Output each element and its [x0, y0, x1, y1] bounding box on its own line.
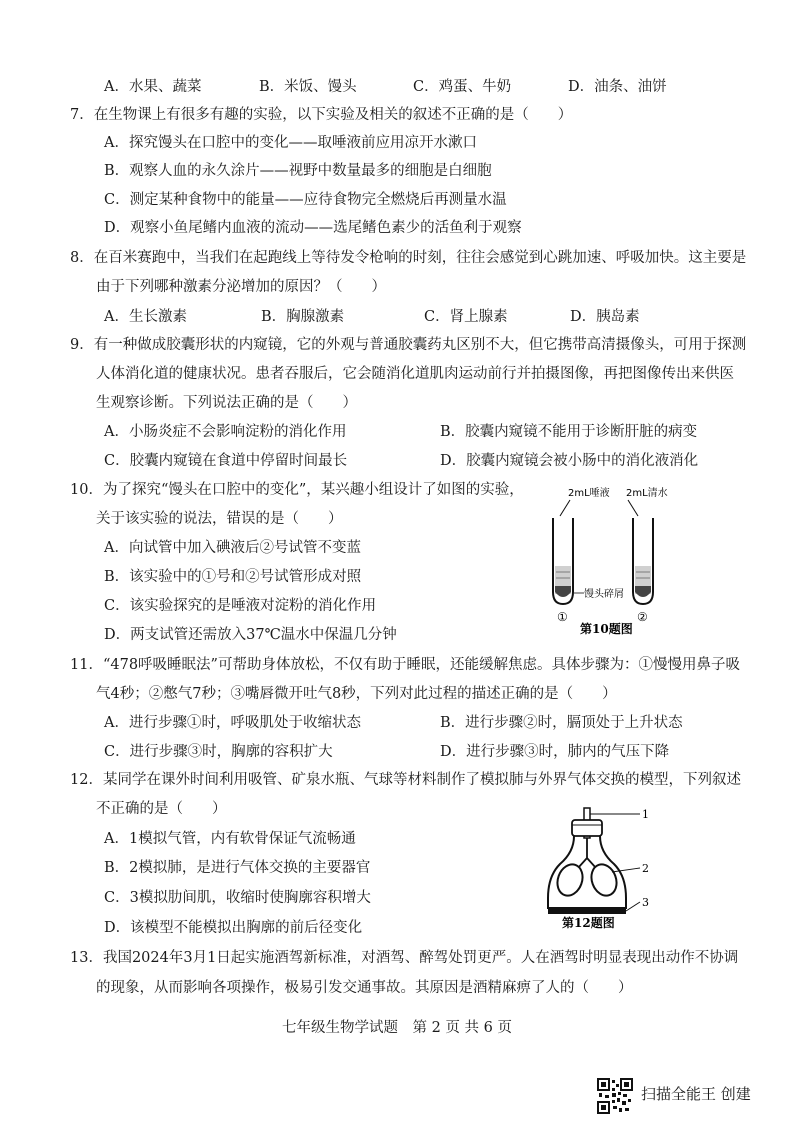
q7-option-a: A．探究馒头在口腔中的变化——取唾液前应用凉开水漱口	[104, 135, 477, 151]
q10-tube-2-number: ②	[637, 610, 648, 624]
q12-label-1: 1	[642, 808, 649, 821]
q10-tube-1-number: ①	[557, 610, 568, 624]
q9-option-d: D．胶囊内窥镜会被小肠中的消化液消化	[440, 453, 699, 469]
q11-option-b: B．进行步骤②时，膈顶处于上升状态	[440, 715, 683, 731]
q12-figure-lung-model	[540, 806, 660, 930]
q11-option-d: D．进行步骤③时，肺内的气压下降	[440, 744, 670, 760]
test-tube-1	[553, 518, 573, 604]
q12-stem-line2: 不正确的是（ ）	[96, 801, 227, 817]
q8-option-a: A．生长激素	[104, 309, 187, 325]
q10-option-a: A．向试管中加入碘液后②号试管不变蓝	[104, 540, 361, 556]
q11-stem-line2: 气4秒；②憋气7秒；③嘴唇微开吐气8秒，下列对此过程的描述正确的是（ ）	[96, 686, 617, 702]
q11-option-a: A．进行步骤①时，呼吸肌处于收缩状态	[104, 715, 361, 731]
q10-option-d: D．两支试管还需放入37℃温水中保温几分钟	[104, 627, 397, 643]
q10-stem-line1: 10．为了探究“馒头在口腔中的变化”，某兴趣小组设计了如图的实验，	[70, 482, 524, 498]
q7-option-c: C．测定某种食物中的能量——应待食物完全燃烧后再测量水温	[104, 192, 507, 208]
q12-stem-line1: 12．某同学在课外时间利用吸管、矿泉水瓶、气球等材料制作了模拟肺与外界气体交换的模型，下列叙述	[70, 772, 741, 788]
q7-stem: 7．在生物课上有很多有趣的实验，以下实验及相关的叙述不正确的是（ ）	[70, 107, 573, 123]
q13-stem-line1: 13．我国2024年3月1日起实施酒驾新标准，对酒驾、醉驾处罚更严。人在酒驾时明显表现出动作不协调	[70, 950, 739, 966]
q10-stem-line2: 关于该实验的说法，错误的是（ ）	[96, 511, 343, 527]
q12-option-c: C．3模拟肋间肌，收缩时使胸廓容积增大	[104, 890, 371, 906]
q8-option-b: B．胸腺激素	[261, 309, 345, 325]
q12-option-a: A．1模拟气管，内有软骨保证气流畅通	[104, 831, 356, 847]
q10-arrow-water	[628, 500, 638, 516]
q11-stem-line1: 11．“478呼吸睡眠法”可帮助身体放松，不仅有助于睡眠，还能缓解焦虑。具体步骤为：①慢慢用鼻子吸	[70, 657, 740, 673]
q10-arrow-saliva	[560, 500, 570, 516]
q9-option-c: C．胶囊内窥镜在食道中停留时间最长	[104, 453, 348, 469]
test-tube-2	[633, 518, 653, 604]
q12-figure-caption: 第12题图	[562, 916, 615, 930]
q6-option-b: B．米饭、馒头	[259, 79, 357, 95]
q12-label-3: 3	[642, 896, 649, 909]
q9-stem-line1: 9．有一种做成胶囊形状的内窥镜，它的外观与普通胶囊药丸区别不大，但它携带高清摄像头，可用于探测	[70, 337, 747, 353]
q10-option-c: C．该实验探究的是唾液对淀粉的消化作用	[104, 598, 377, 614]
q9-option-a: A．小肠炎症不会影响淀粉的消化作用	[104, 424, 347, 440]
q7-option-b: B．观察人血的永久涂片——视野中数量最多的细胞是白细胞	[104, 163, 492, 179]
q6-option-c: C．鸡蛋、牛奶	[413, 79, 512, 95]
q8-stem-line1: 8．在百米赛跑中，当我们在起跑线上等待发令枪响的时刻，往往会感觉到心跳加速、呼吸加快。这主要是	[70, 250, 747, 266]
q9-option-b: B．胶囊内窥镜不能用于诊断肝脏的病变	[440, 424, 698, 440]
q9-stem-line2: 人体消化道的健康状况。患者吞服后，它会随消化道肌肉运动前行并拍摄图像，再把图像传出来供医	[96, 366, 734, 382]
q6-option-d: D．油条、油饼	[568, 79, 667, 95]
q8-stem-line2: 由于下列哪种激素分泌增加的原因？（ ）	[96, 279, 386, 295]
q12-option-b: B．2模拟肺，是进行气体交换的主要器官	[104, 860, 371, 876]
q9-stem-line3: 生观察诊断。下列说法正确的是（ ）	[96, 395, 357, 411]
q10-label-saliva: 2mL唾液	[568, 488, 610, 499]
q7-option-d: D．观察小鱼尾鳍内血液的流动——选尾鳍色素少的活鱼利于观察	[104, 220, 522, 236]
q10-figure-test-tubes	[540, 480, 680, 640]
qr-code-icon	[597, 1078, 633, 1114]
q10-figure-caption: 第10题图	[580, 622, 633, 636]
q11-option-c: C．进行步骤③时，胸廓的容积扩大	[104, 744, 333, 760]
q8-option-d: D．胰岛素	[570, 309, 640, 325]
q10-label-water: 2mL清水	[626, 488, 668, 499]
q13-stem-line2: 的现象，从而影响各项操作，极易引发交通事故。其原因是酒精麻痹了人的（ ）	[96, 980, 633, 996]
scanner-watermark-text: 扫描全能王 创建	[641, 1085, 751, 1103]
page-footer: 七年级生物学试题 第 2 页 共 6 页	[282, 1020, 512, 1036]
q12-label-2: 2	[642, 862, 649, 875]
q10-option-b: B．该实验中的①号和②号试管形成对照	[104, 569, 362, 585]
q8-option-c: C．肾上腺素	[424, 309, 508, 325]
q10-label-bread: 馒头碎屑	[584, 589, 624, 600]
q6-option-a: A．水果、蔬菜	[104, 79, 202, 95]
q12-option-d: D．该模型不能模拟出胸廓的前后径变化	[104, 920, 363, 936]
